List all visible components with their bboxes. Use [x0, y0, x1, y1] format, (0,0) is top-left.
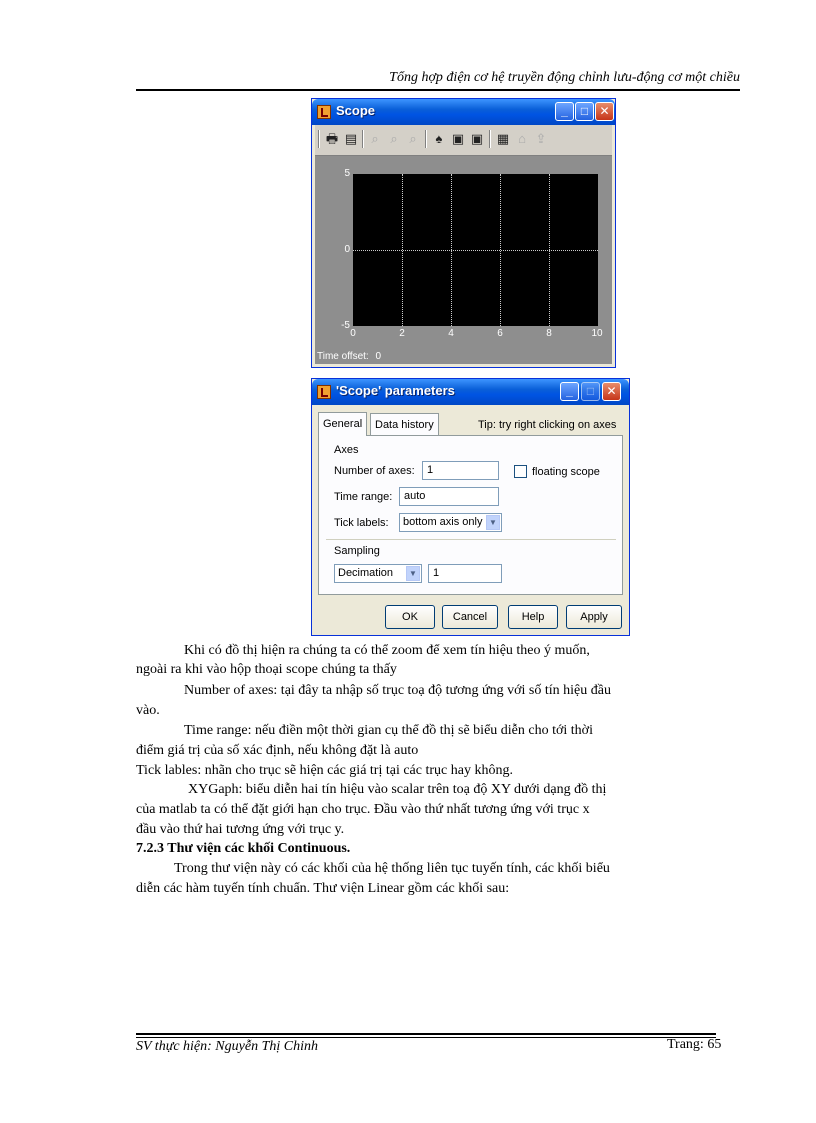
paragraph-3-line-1: Time range: nếu điền một thời gian cụ thể đồ thị sẽ biểu diễn cho tới thời — [184, 723, 593, 738]
minimize-button[interactable]: _ — [560, 382, 579, 401]
zoom-y-icon[interactable]: ⌕ — [409, 131, 417, 146]
tick-labels-select[interactable] — [399, 513, 502, 532]
paragraph-2-line-2: vào. — [136, 703, 160, 718]
paragraph-2-line-1: Number of axes: tại đây ta nhập số trục toạ độ tương ứng với số tín hiệu đầu — [184, 683, 611, 698]
x-tick: 4 — [448, 328, 454, 339]
tab-general[interactable]: General — [318, 412, 367, 436]
scope-parameters-dialog — [311, 378, 630, 636]
time-range-label: Time range: — [334, 491, 393, 503]
floating-icon[interactable]: ▦ — [496, 131, 510, 146]
paragraph-6-line-2: diễn các hàm tuyến tính chuẩn. Thư viện Linear gồm các khối sau: — [136, 881, 510, 896]
sampling-value: Decimation — [338, 567, 394, 579]
number-of-axes-label: Number of axes: — [334, 465, 415, 477]
y-tick: 0 — [344, 244, 350, 255]
tick-labels-label: Tick labels: — [334, 517, 389, 529]
select-icon[interactable]: ⇪ — [535, 131, 547, 146]
maximize-button[interactable]: □ — [575, 102, 594, 121]
floating-scope-label: floating scope — [532, 466, 600, 478]
paragraph-1-line-1: Khi có đồ thị hiện ra chúng ta có thể zoom để xem tín hiệu theo ý muốn, — [184, 643, 590, 658]
chevron-down-icon[interactable]: ▼ — [406, 566, 420, 581]
group-divider — [326, 539, 616, 540]
x-tick: 2 — [399, 328, 405, 339]
cancel-button[interactable]: Cancel — [442, 605, 498, 629]
apply-button[interactable]: Apply — [566, 605, 622, 629]
footer-author: SV thực hiện: Nguyễn Thị Chinh — [136, 1039, 318, 1054]
y-tick: 5 — [344, 168, 350, 179]
paragraph-5-line-3: đầu vào thứ hai tương ứng với trục y. — [136, 822, 345, 837]
save-axes-icon[interactable]: ▣ — [451, 131, 465, 146]
time-offset-value: 0 — [375, 351, 382, 362]
y-tick: -5 — [341, 320, 350, 331]
zoom-icon[interactable]: ⌕ — [371, 131, 379, 146]
maximize-button[interactable]: □ — [581, 382, 600, 401]
scope-titlebar[interactable] — [312, 99, 615, 125]
ok-button[interactable]: OK — [385, 605, 435, 629]
time-range-input[interactable]: auto — [399, 487, 499, 506]
matlab-icon — [317, 105, 331, 119]
paragraph-1-line-2: ngoài ra khi vào hộp thoại scope chúng ta thấy — [136, 662, 397, 677]
x-tick: 6 — [497, 328, 503, 339]
x-tick: 8 — [546, 328, 552, 339]
page-header-title: Tổng hợp điện cơ hệ truyền động chỉnh lưu-động cơ một chiều — [389, 70, 740, 85]
params-title: 'Scope' parameters — [336, 383, 455, 398]
sampling-select[interactable] — [334, 564, 422, 583]
paragraph-5-line-1: XYGaph: biểu diễn hai tín hiệu vào scalar trên toạ độ XY dưới dạng đồ thị — [188, 782, 607, 797]
paragraph-3-line-2: điểm giá trị của số xác định, nếu không đặt là auto — [136, 743, 419, 758]
x-tick: 0 — [350, 328, 356, 339]
tip-text: Tip: try right clicking on axes — [478, 419, 617, 431]
scope-body — [315, 125, 612, 364]
close-button[interactable]: ✕ — [602, 382, 621, 401]
page-number: Trang: 65 — [667, 1037, 722, 1052]
footer-rule — [136, 1037, 716, 1038]
params-titlebar[interactable] — [312, 379, 629, 405]
tick-labels-value: bottom axis only — [403, 516, 483, 528]
footer-rule — [136, 1033, 716, 1035]
x-tick: 10 — [591, 328, 603, 339]
time-offset-label: Time offset: — [317, 351, 369, 362]
floating-scope-checkbox[interactable] — [514, 465, 527, 478]
chevron-down-icon[interactable]: ▼ — [486, 515, 500, 530]
section-heading: 7.2.3 Thư viện các khối Continuous. — [136, 841, 351, 856]
number-of-axes-input[interactable]: 1 — [422, 461, 499, 480]
restore-axes-icon[interactable]: ▣ — [470, 131, 484, 146]
binoculars-icon[interactable]: ♠ — [435, 131, 443, 146]
axes-group-label: Axes — [334, 444, 359, 456]
zoom-x-icon[interactable]: ⌕ — [390, 131, 398, 146]
scope-title: Scope — [336, 103, 376, 118]
tab-data-history[interactable]: Data history — [370, 413, 439, 435]
help-button[interactable]: Help — [508, 605, 558, 629]
lock-icon[interactable]: ⌂ — [518, 131, 526, 146]
paragraph-4: Tick lables: nhãn cho trục sẽ hiện các giá trị tại các trục hay không. — [136, 763, 513, 778]
sampling-group-label: Sampling — [334, 545, 380, 557]
time-offset — [317, 351, 381, 362]
close-button[interactable]: ✕ — [595, 102, 614, 121]
decimation-input[interactable]: 1 — [428, 564, 502, 583]
params-icon[interactable]: ▤ — [344, 131, 358, 146]
matlab-icon — [317, 385, 331, 399]
scope-window — [311, 98, 616, 368]
scope-toolbar — [315, 125, 612, 156]
print-icon[interactable]: 🖶 — [325, 131, 339, 146]
header-rule — [136, 89, 740, 91]
paragraph-6-line-1: Trong thư viện này có các khối của hệ thống liên tục tuyến tính, các khối biểu — [174, 861, 610, 876]
paragraph-5-line-2: của matlab ta có thể đặt giới hạn cho trục. Đầu vào thứ nhất tương ứng với trục x — [136, 802, 590, 817]
scope-plot[interactable] — [353, 174, 598, 326]
minimize-button[interactable]: _ — [555, 102, 574, 121]
